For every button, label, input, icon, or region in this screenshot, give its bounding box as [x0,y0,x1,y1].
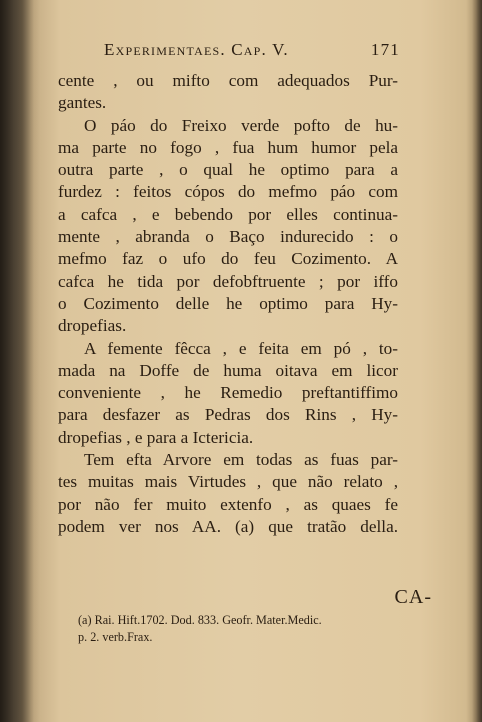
footnote-line: p. 2. verb.Frax. [78,630,153,644]
text-line: furdez : feitos cópos do mefmo páo com [58,182,398,202]
running-title: Experimentaes. Cap. V. [104,40,289,59]
text-line: o Cozimento delle he optimo para Hy- [58,293,398,313]
text-line: mada na Doffe de huma oitava em licor [58,360,398,380]
text-line: O páo do Freixo verde pofto de hu- [84,115,398,135]
book-spine-shadow [0,0,40,722]
text-line: tes muitas mais Virtudes , que não relato , [58,472,398,492]
text-line: cafca he tida por defobftruente ; por iffo [58,271,398,291]
text-line: mefmo faz o ufo do feu Cozimento. A [58,249,398,269]
text-line: A femente fêcca , e feita em pó , to- [84,338,398,358]
text-line: mente , abranda o Baço indurecido : o [58,227,398,247]
text-line: dropefias , e para a Ictericia. [58,427,254,447]
paragraph [58,338,398,449]
text-line: dropefias. [58,316,127,336]
paragraph [58,115,398,338]
footnote-line: (a) Rai. Hift.1702. Dod. 833. Geofr. Mater.Medic. [78,613,322,627]
page-content [58,40,398,538]
body-text [58,70,398,538]
catchword: CA- [394,586,432,608]
text-line: ma parte no fogo , fua hum humor pela [58,137,398,157]
text-line: cente , ou mifto com adequados Pur- [58,71,398,90]
text-line: a cafca , e bebendo por elles continua- [58,204,398,224]
text-line: para desfazer as Pedras dos Rins , Hy- [58,405,398,425]
paragraph [58,449,398,538]
running-header [104,40,400,70]
text-line: por não fer muito extenfo , as quaes fe [58,494,398,514]
text-line: podem ver nos AA. (a) que tratão della. [58,516,398,536]
footnote [78,612,396,646]
text-line: Tem efta Arvore em todas as fuas par- [84,450,398,470]
text-line: gantes. [58,93,107,113]
page-edge-shadow [472,0,482,722]
text-line: outra parte , o qual he optimo para a [58,160,398,180]
paragraph [58,70,398,115]
page-number: 171 [370,40,400,59]
text-line: conveniente , he Remedio preftantiffimo [58,383,398,403]
